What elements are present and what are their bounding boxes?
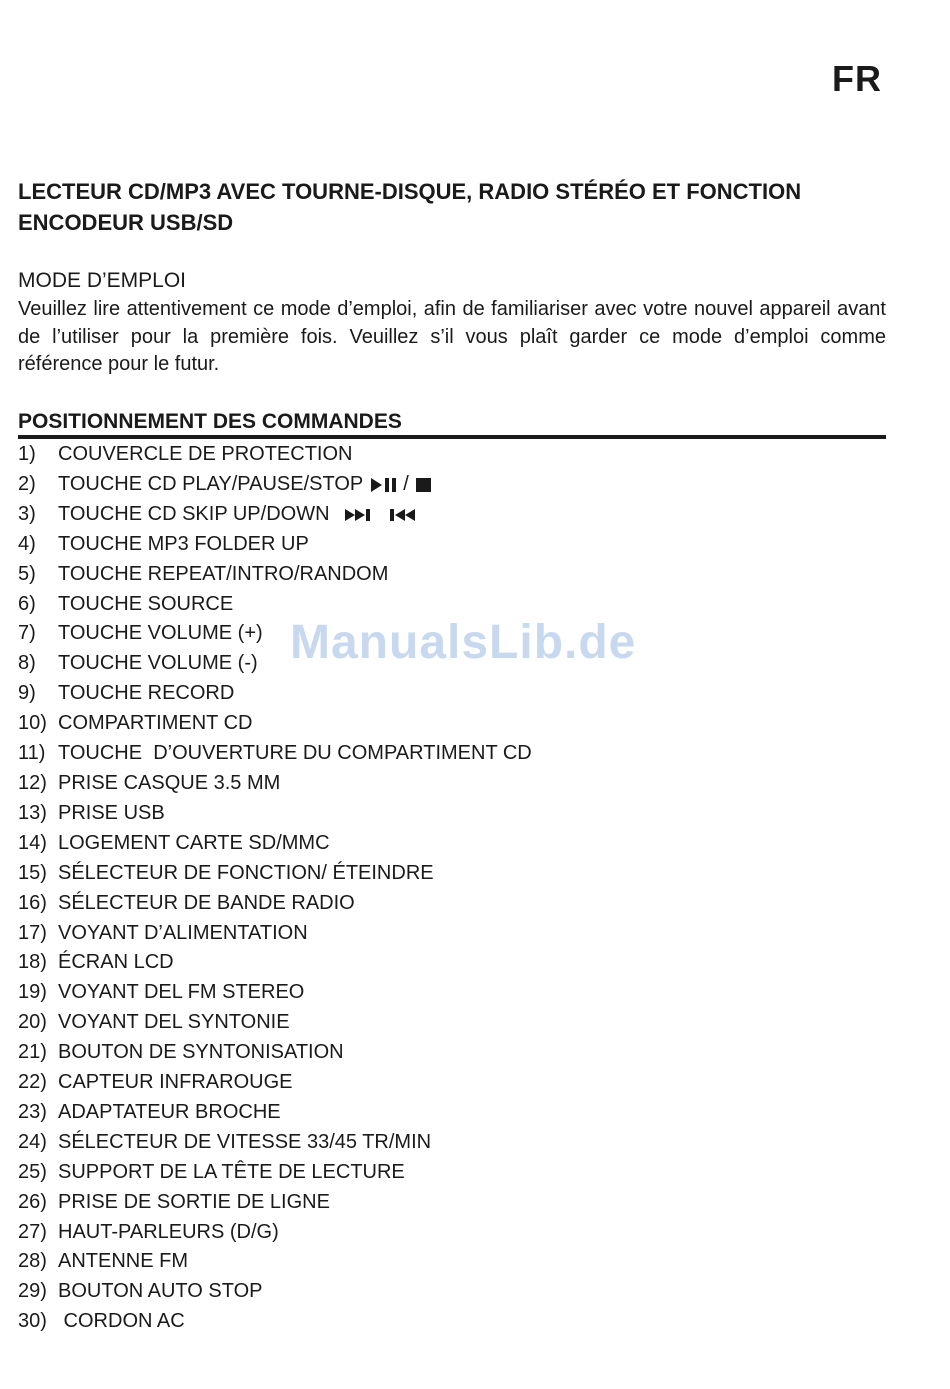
item-label: SÉLECTEUR DE FONCTION/ ÉTEINDRE bbox=[58, 861, 434, 884]
item-number: 26) bbox=[18, 1190, 47, 1213]
list-item bbox=[18, 829, 886, 859]
list-item bbox=[18, 1158, 886, 1188]
list-item bbox=[18, 978, 886, 1008]
item-label: VOYANT D’ALIMENTATION bbox=[58, 921, 308, 944]
list-item bbox=[18, 799, 886, 829]
item-number: 9) bbox=[18, 682, 36, 705]
list-item bbox=[18, 769, 886, 799]
instructions-heading: MODE D’EMPLOI bbox=[18, 269, 187, 292]
item-label: PRISE DE SORTIE DE LIGNE bbox=[58, 1190, 330, 1213]
item-label: TOUCHE MP3 FOLDER UP bbox=[58, 532, 309, 555]
item-number: 17) bbox=[18, 921, 47, 944]
item-number: 29) bbox=[18, 1280, 47, 1303]
item-label: ANTENNE FM bbox=[58, 1250, 188, 1273]
list-item bbox=[18, 739, 886, 769]
title-line-2: ENCODEUR USB/SD bbox=[18, 210, 234, 235]
list-item bbox=[18, 1307, 886, 1337]
item-label: SÉLECTEUR DE VITESSE 33/45 TR/MIN bbox=[58, 1130, 432, 1153]
item-label: TOUCHE RECORD bbox=[58, 682, 235, 705]
item-number: 14) bbox=[18, 831, 47, 854]
language-code: FR bbox=[832, 58, 882, 99]
list-item bbox=[18, 1128, 886, 1158]
item-label: TOUCHE D’OUVERTURE DU COMPARTIMENT CD bbox=[58, 742, 532, 765]
item-number: 27) bbox=[18, 1220, 47, 1243]
list-item bbox=[18, 1188, 886, 1218]
item-number: 5) bbox=[18, 562, 36, 585]
item-number: 24) bbox=[18, 1130, 47, 1153]
list-item bbox=[18, 1098, 886, 1128]
item-label: TOUCHE SOURCE bbox=[58, 592, 234, 615]
list-item bbox=[18, 470, 886, 500]
play-pause-icon bbox=[369, 470, 403, 500]
list-item bbox=[18, 590, 886, 620]
item-number: 1) bbox=[18, 443, 36, 465]
item-label: VOYANT DEL FM STEREO bbox=[58, 981, 305, 1004]
item-label: TOUCHE REPEAT/INTRO/RANDOM bbox=[58, 562, 389, 585]
controls-heading: POSITIONNEMENT DES COMMANDES bbox=[18, 409, 886, 439]
item-label: COUVERCLE DE PROTECTION bbox=[58, 443, 353, 465]
list-item bbox=[18, 709, 886, 739]
list-item bbox=[18, 619, 886, 649]
list-item bbox=[18, 530, 886, 560]
item-number: 15) bbox=[18, 861, 47, 884]
item-number: 28) bbox=[18, 1250, 47, 1273]
item-label: PRISE CASQUE 3.5 MM bbox=[58, 771, 281, 794]
item-label: ÉCRAN LCD bbox=[58, 951, 174, 974]
item-number: 12) bbox=[18, 771, 47, 794]
list-item bbox=[18, 948, 886, 978]
item-label: LOGEMENT CARTE SD/MMC bbox=[58, 831, 330, 854]
item-label: PRISE USB bbox=[58, 801, 165, 824]
item-number: 6) bbox=[18, 592, 36, 615]
item-number: 13) bbox=[18, 801, 47, 824]
list-item bbox=[18, 1068, 886, 1098]
stop-icon bbox=[415, 470, 433, 500]
item-number: 3) bbox=[18, 502, 36, 525]
item-label: TOUCHE CD SKIP UP/DOWN bbox=[58, 502, 330, 525]
item-number: 30) bbox=[18, 1310, 47, 1333]
skip-forward-icon bbox=[344, 500, 374, 530]
item-label: TOUCHE CD PLAY/PAUSE/STOP bbox=[58, 472, 364, 495]
list-item bbox=[18, 1247, 886, 1277]
item-number: 4) bbox=[18, 532, 36, 555]
document-title bbox=[18, 176, 888, 238]
item-label: BOUTON DE SYNTONISATION bbox=[58, 1041, 344, 1064]
list-item bbox=[18, 1038, 886, 1068]
item-number: 10) bbox=[18, 712, 47, 735]
list-item bbox=[18, 649, 886, 679]
item-number: 20) bbox=[18, 1011, 47, 1034]
item-number: 7) bbox=[18, 622, 36, 645]
item-label: VOYANT DEL SYNTONIE bbox=[58, 1011, 290, 1034]
item-label: TOUCHE VOLUME (-) bbox=[58, 652, 258, 675]
list-item bbox=[18, 919, 886, 949]
list-item bbox=[18, 1008, 886, 1038]
icon-separator: / bbox=[403, 472, 409, 495]
item-label: BOUTON AUTO STOP bbox=[58, 1280, 263, 1303]
list-item bbox=[18, 679, 886, 709]
list-item bbox=[18, 560, 886, 590]
item-label: HAUT-PARLEURS (D/G) bbox=[58, 1220, 279, 1243]
item-number: 8) bbox=[18, 652, 36, 675]
list-item bbox=[18, 889, 886, 919]
list-item bbox=[18, 440, 886, 470]
item-label: SÉLECTEUR DE BANDE RADIO bbox=[58, 891, 355, 914]
controls-list bbox=[18, 440, 886, 1337]
list-item bbox=[18, 500, 886, 530]
list-item bbox=[18, 1218, 886, 1248]
item-label: COMPARTIMENT CD bbox=[58, 712, 253, 735]
list-item bbox=[18, 859, 886, 889]
item-label: CAPTEUR INFRAROUGE bbox=[58, 1071, 293, 1094]
skip-back-icon bbox=[388, 500, 418, 530]
item-number: 18) bbox=[18, 951, 47, 974]
list-item bbox=[18, 1277, 886, 1307]
item-number: 23) bbox=[18, 1100, 47, 1123]
item-label: SUPPORT DE LA TÊTE DE LECTURE bbox=[58, 1160, 405, 1183]
watermark: ManualsLib.de bbox=[290, 616, 637, 669]
item-number: 21) bbox=[18, 1041, 47, 1064]
item-label: TOUCHE VOLUME (+) bbox=[58, 622, 263, 645]
item-number: 22) bbox=[18, 1071, 47, 1094]
instructions-paragraph: Veuillez lire attentivement ce mode d’emploi, afin de familiariser avec votre nouvel appareil avant de l’utiliser pour la première fois. Veuillez s’il vous plaît garder ce mode d’emploi comme référence pour le futur. bbox=[18, 298, 886, 375]
item-label: ADAPTATEUR BROCHE bbox=[58, 1100, 281, 1123]
item-label: CORDON AC bbox=[58, 1310, 185, 1333]
item-number: 16) bbox=[18, 891, 47, 914]
item-number: 11) bbox=[18, 742, 46, 765]
item-number: 2) bbox=[18, 472, 36, 495]
item-number: 19) bbox=[18, 981, 47, 1004]
item-number: 25) bbox=[18, 1160, 47, 1183]
title-line-1: LECTEUR CD/MP3 AVEC TOURNE-DISQUE, RADIO STÉRÉO ET FONCTION bbox=[18, 179, 802, 204]
